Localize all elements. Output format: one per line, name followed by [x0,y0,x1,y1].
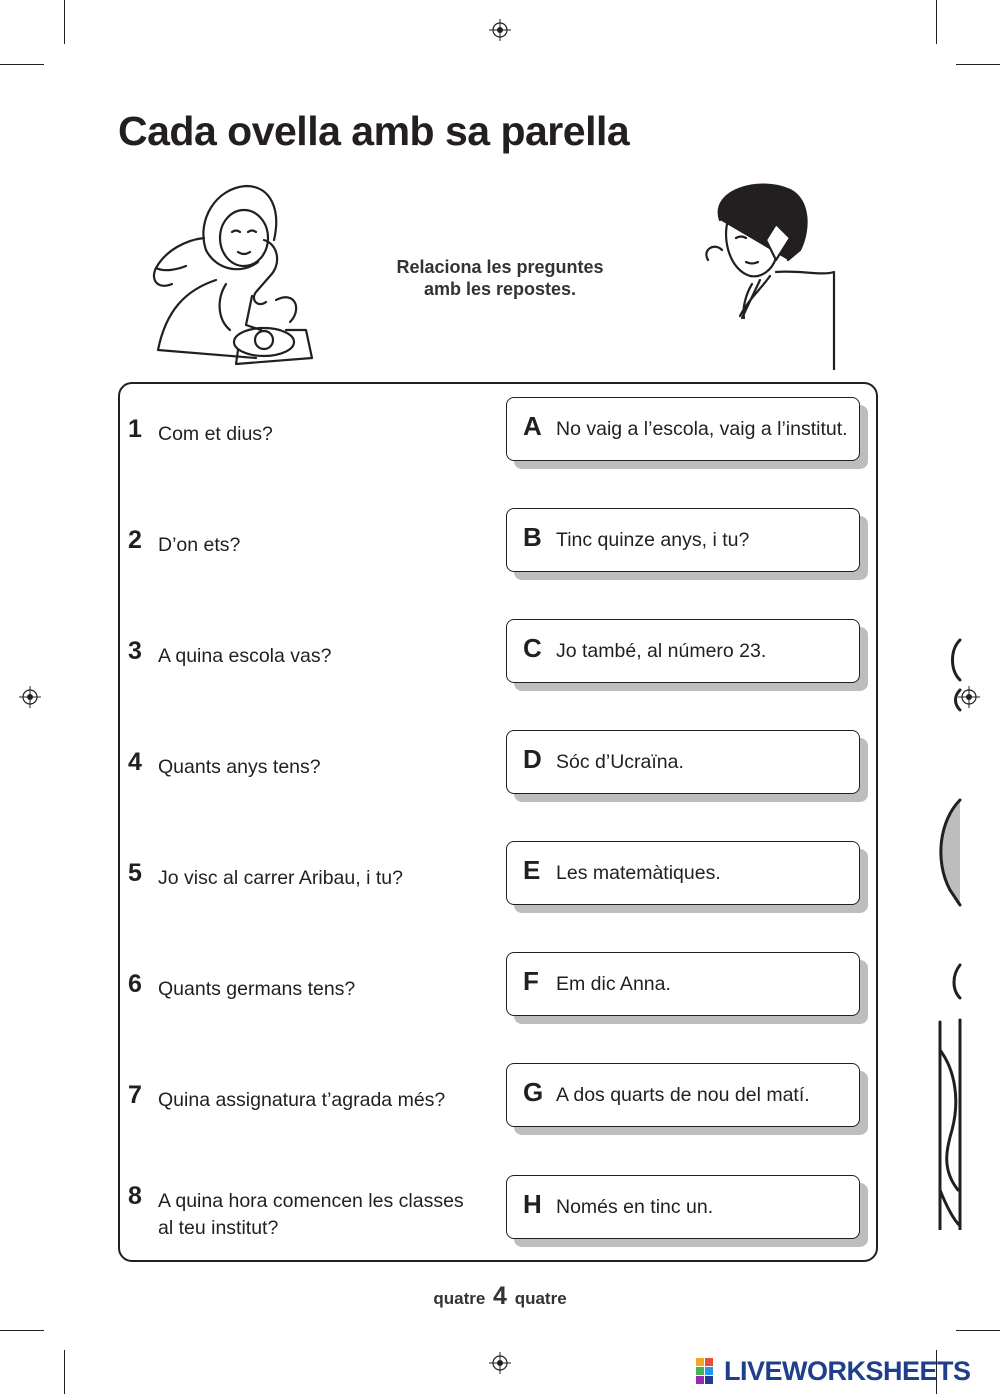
question-number: 8 [128,1182,142,1210]
answer-text: A dos quarts de nou del matí. [556,1084,810,1106]
crop-mark [0,1330,44,1331]
question-number: 7 [128,1081,142,1109]
question-number: 5 [128,859,142,887]
answer-box[interactable] [506,619,860,683]
answer-text: Sóc d’Ucraïna. [556,751,684,773]
footer-word: quatre [514,1289,567,1308]
answer-text: Les matemàtiques. [556,862,721,884]
liveworksheets-watermark[interactable] [696,1356,971,1386]
footer-word: quatre [433,1289,486,1308]
watermark-text: LIVEWORKSHEETS [724,1355,971,1386]
answer-box[interactable] [506,397,860,461]
answer-box[interactable] [506,1063,860,1127]
answer-letter: G [523,1077,544,1107]
crop-mark [956,1330,1000,1331]
crop-mark [956,64,1000,65]
instruction-line: amb les repostes. [423,279,577,299]
answer-text: Tinc quinze anys, i tu? [556,529,750,551]
answer-box[interactable] [506,1175,860,1239]
girl-on-phone-illustration [146,180,316,370]
answer-letter: B [523,522,542,552]
question-text-line: al teu institut? [158,1217,279,1239]
question-text: Jo visc al carrer Aribau, i tu? [158,867,403,889]
question-text: Com et dius? [158,423,273,445]
question-text-line: A quina hora comencen les classes [158,1190,464,1212]
question-text: A quina escola vas? [158,645,332,667]
question-text: Quants anys tens? [158,756,321,778]
question-number: 6 [128,970,142,998]
question-text: Quina assignatura t’agrada més? [158,1089,446,1111]
page-title: Cada ovella amb sa parella [118,108,630,154]
answer-letter: H [523,1189,542,1219]
registration-mark-icon [19,686,41,708]
liveworksheets-logo-icon [696,1358,722,1384]
answer-letter: D [523,744,542,774]
instruction-line: Relaciona les preguntes [396,257,604,277]
registration-mark-icon [489,19,511,41]
answer-text: Només en tinc un. [556,1196,714,1218]
question-number: 1 [128,415,142,443]
answer-box[interactable] [506,952,860,1016]
crop-mark [0,64,44,65]
crop-mark [936,0,937,44]
question-text: D’on ets? [158,534,241,556]
crop-mark [64,1350,65,1394]
answer-letter: C [523,633,542,663]
registration-mark-icon [489,1352,511,1374]
answer-letter: E [523,855,541,885]
answer-box[interactable] [506,508,860,572]
page-footer [0,1282,1000,1311]
answer-letter: A [523,411,542,441]
answer-box[interactable] [506,841,860,905]
question-number: 2 [128,526,142,554]
edge-decoration-illustration [930,630,962,1230]
answer-text: Jo també, al número 23. [556,640,767,662]
instructions [350,256,650,300]
answer-letter: F [523,966,539,996]
question-text [158,1188,464,1242]
woman-on-phone-illustration [700,180,845,370]
page-number: 4 [493,1282,507,1310]
answer-text: No vaig a l’escola, vaig a l’institut. [556,418,848,440]
question-number: 4 [128,748,142,776]
answer-box[interactable] [506,730,860,794]
answer-text: Em dic Anna. [556,973,671,995]
crop-mark [64,0,65,44]
question-text: Quants germans tens? [158,978,356,1000]
question-number: 3 [128,637,142,665]
